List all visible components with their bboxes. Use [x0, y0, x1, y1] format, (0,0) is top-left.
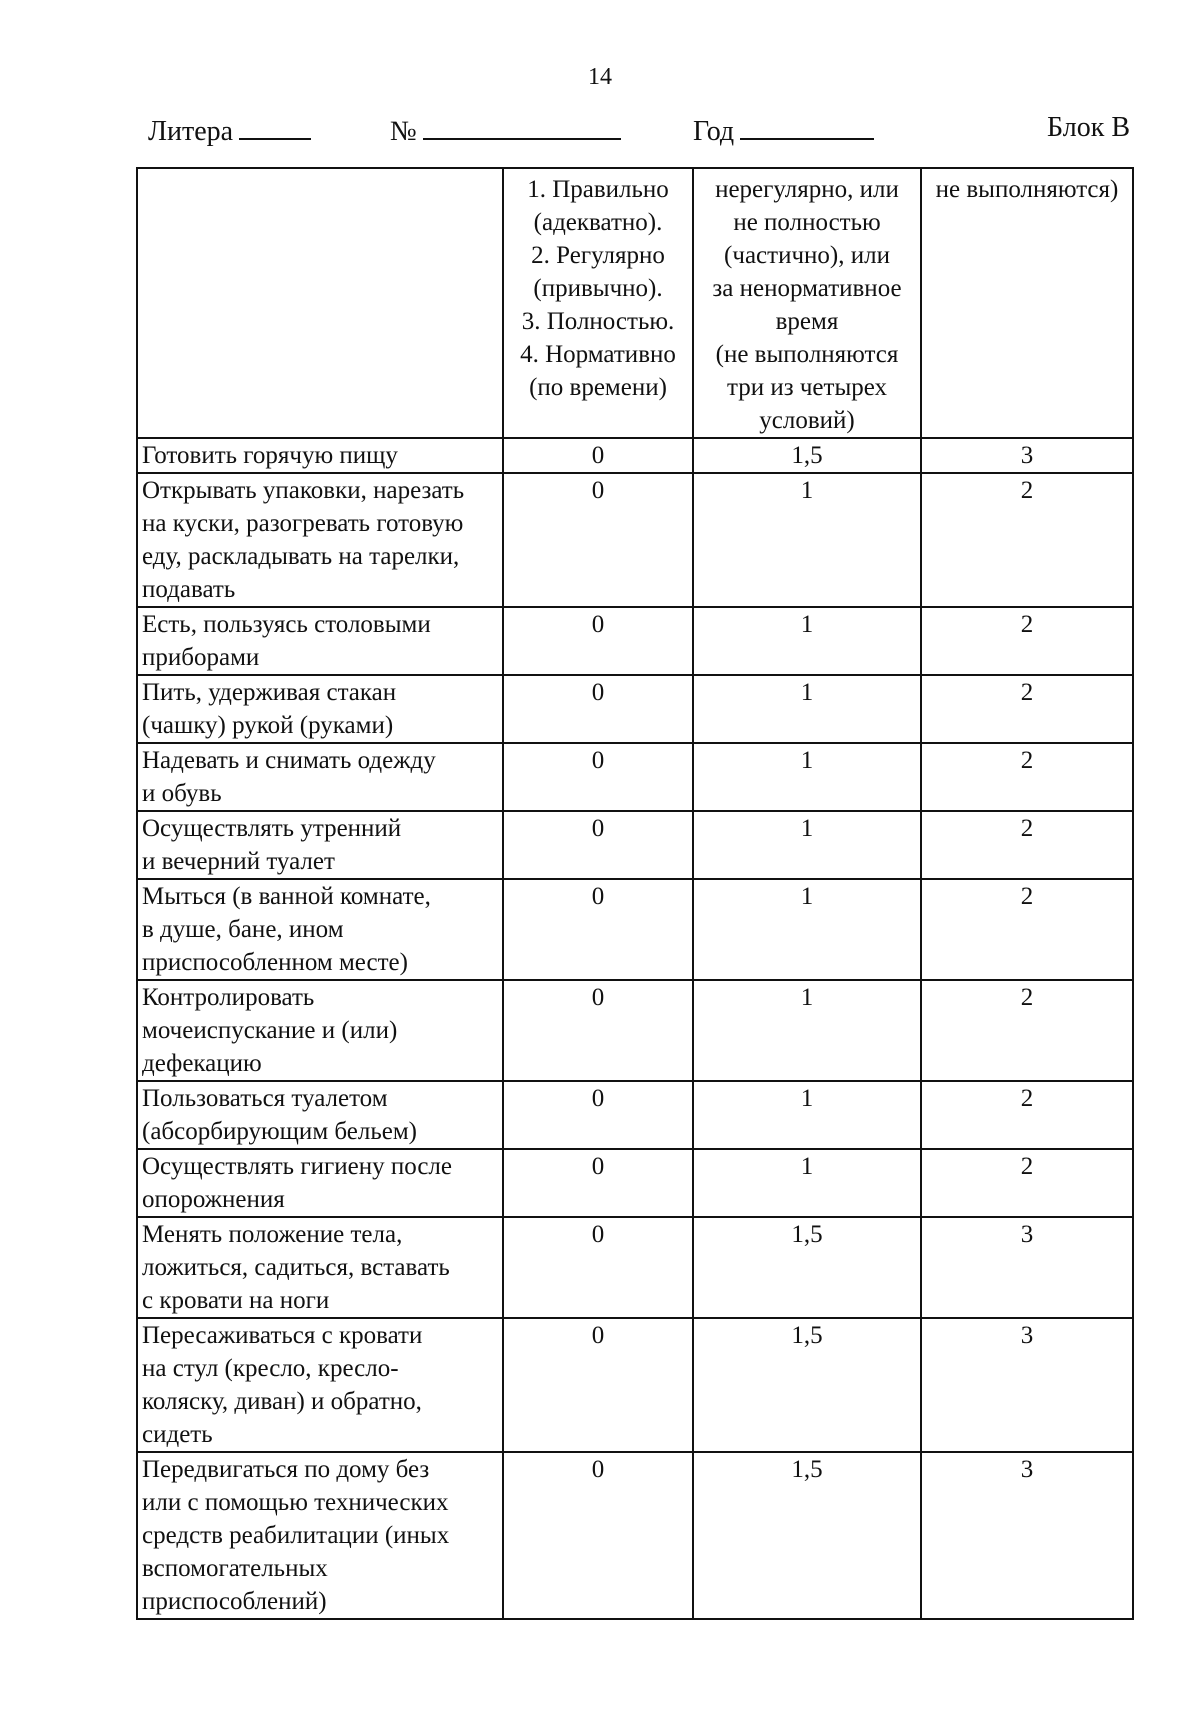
activity-cell: Пересаживаться с кровати на стул (кресло, кресло- коляску, диван) и обратно, сидеть — [137, 1318, 503, 1452]
activity-cell: Готовить горячую пищу — [137, 438, 503, 473]
page-number: 14 — [588, 64, 612, 90]
activity-cell: Пользоваться туалетом (абсорбирующим бельем) — [137, 1081, 503, 1149]
score-cell-1: 0 — [503, 811, 693, 879]
table-row — [137, 473, 1133, 607]
year-label: Год — [693, 116, 735, 147]
score-cell-1: 0 — [503, 675, 693, 743]
score-cell-3: 2 — [921, 1149, 1133, 1217]
table-row — [137, 743, 1133, 811]
year-field — [693, 112, 874, 148]
score-cell-3: 2 — [921, 473, 1133, 607]
assessment-table-body — [137, 168, 1133, 1619]
score-cell-1: 0 — [503, 980, 693, 1081]
score-cell-1: 0 — [503, 879, 693, 980]
table-row — [137, 438, 1133, 473]
table-row — [137, 879, 1133, 980]
score-cell-1: 0 — [503, 1217, 693, 1318]
assessment-table — [136, 167, 1134, 1620]
score-cell-3: 2 — [921, 879, 1133, 980]
score-cell-2: 1 — [693, 811, 921, 879]
activity-cell: Пить, удерживая стакан (чашку) рукой (руками) — [137, 675, 503, 743]
score-cell-3: 2 — [921, 980, 1133, 1081]
activity-cell: Осуществлять утренний и вечерний туалет — [137, 811, 503, 879]
score-cell-2: 1,5 — [693, 1217, 921, 1318]
score-cell-2: 1 — [693, 607, 921, 675]
header-cell-none: не выполняются) — [921, 168, 1133, 438]
form-header — [148, 112, 1130, 148]
table-row — [137, 1081, 1133, 1149]
score-cell-2: 1 — [693, 1081, 921, 1149]
score-cell-2: 1 — [693, 743, 921, 811]
score-cell-2: 1,5 — [693, 1452, 921, 1619]
score-cell-2: 1 — [693, 980, 921, 1081]
score-cell-1: 0 — [503, 1149, 693, 1217]
score-cell-1: 0 — [503, 1452, 693, 1619]
score-cell-2: 1 — [693, 879, 921, 980]
activity-cell: Открывать упаковки, нарезать на куски, разогревать готовую еду, раскладывать на тарелки, подавать — [137, 473, 503, 607]
score-cell-2: 1 — [693, 675, 921, 743]
table-row — [137, 1149, 1133, 1217]
score-cell-2: 1 — [693, 1149, 921, 1217]
litera-field — [148, 112, 311, 148]
table-row — [137, 980, 1133, 1081]
number-label: № — [390, 116, 417, 147]
activity-cell: Мыться (в ванной комнате, в душе, бане, ином приспособленном месте) — [137, 879, 503, 980]
litera-blank — [239, 112, 311, 140]
score-cell-3: 2 — [921, 743, 1133, 811]
score-cell-2: 1 — [693, 473, 921, 607]
score-cell-3: 2 — [921, 1081, 1133, 1149]
header-cell-criteria: 1. Правильно (адекватно). 2. Регулярно (привычно). 3. Полностью. 4. Нормативно (по времени) — [503, 168, 693, 438]
score-cell-3: 3 — [921, 1217, 1133, 1318]
score-cell-1: 0 — [503, 607, 693, 675]
score-cell-1: 0 — [503, 438, 693, 473]
score-cell-3: 2 — [921, 811, 1133, 879]
number-field — [390, 112, 621, 148]
score-cell-3: 3 — [921, 438, 1133, 473]
score-cell-3: 2 — [921, 675, 1133, 743]
score-cell-3: 2 — [921, 607, 1133, 675]
table-header-row — [137, 168, 1133, 438]
score-cell-3: 3 — [921, 1318, 1133, 1452]
activity-cell: Осуществлять гигиену после опорожнения — [137, 1149, 503, 1217]
score-cell-1: 0 — [503, 743, 693, 811]
activity-cell: Надевать и снимать одежду и обувь — [137, 743, 503, 811]
table-row — [137, 1318, 1133, 1452]
header-cell-partial: нерегулярно, или не полностью (частично), или за ненормативное время (не выполняются три из четырех условий) — [693, 168, 921, 438]
activity-cell: Есть, пользуясь столовыми приборами — [137, 607, 503, 675]
header-cell-activity — [137, 168, 503, 438]
score-cell-1: 0 — [503, 1081, 693, 1149]
litera-label: Литера — [148, 116, 234, 147]
table-row — [137, 675, 1133, 743]
score-cell-1: 0 — [503, 1318, 693, 1452]
year-blank — [740, 112, 874, 140]
table-row — [137, 1452, 1133, 1619]
table-row — [137, 607, 1133, 675]
table-row — [137, 1217, 1133, 1318]
number-blank — [423, 112, 621, 140]
activity-cell: Передвигаться по дому без или с помощью технических средств реабилитации (иных вспомогательных приспособлений) — [137, 1452, 503, 1619]
activity-cell: Менять положение тела, ложиться, садиться, вставать с кровати на ноги — [137, 1217, 503, 1318]
score-cell-3: 3 — [921, 1452, 1133, 1619]
activity-cell: Контролировать мочеиспускание и (или) дефекацию — [137, 980, 503, 1081]
table-row — [137, 811, 1133, 879]
score-cell-2: 1,5 — [693, 1318, 921, 1452]
block-label: Блок В — [1047, 112, 1130, 143]
score-cell-1: 0 — [503, 473, 693, 607]
score-cell-2: 1,5 — [693, 438, 921, 473]
